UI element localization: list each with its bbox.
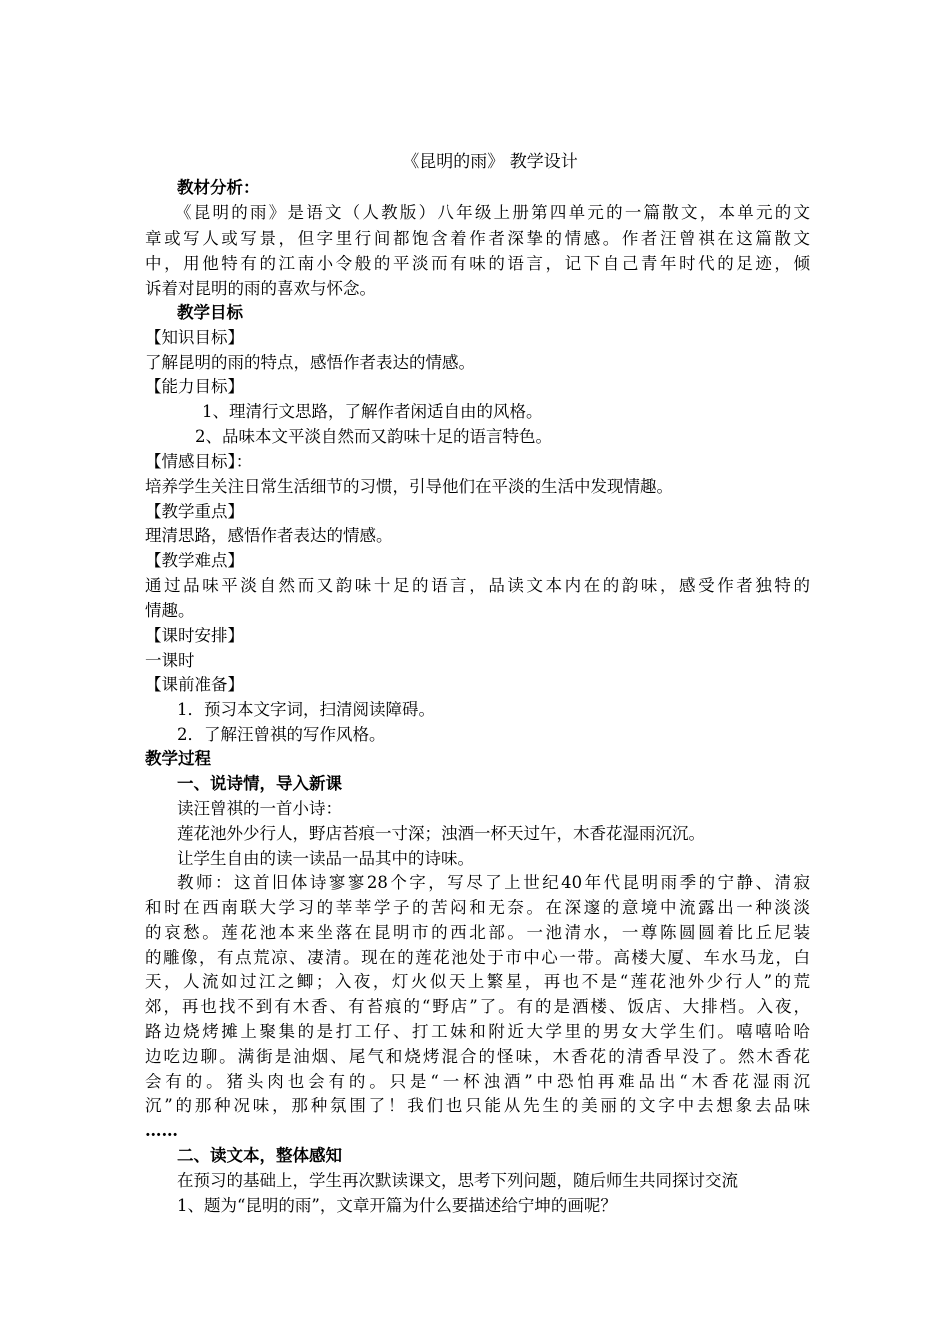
emotion-goal-text: 培养学生关注日常生活细节的习惯，引导他们在平淡的生活中发现情趣。 [145,477,673,496]
analysis-line: 《昆明的雨》是语文（人教版）八年级上册第四单元的一篇散文，本单元的文 [175,203,810,222]
analysis-line: 章或写人或写景，但字里行间都饱含着作者深挚的情感。作者汪曾祺在这篇散文 [145,229,810,248]
teacher-text-line: 教师：这首旧体诗寥寥28个字，写尽了上世纪40年代昆明雨季的宁静、清寂 [177,873,810,892]
ability-goal-item: 2、品味本文平淡自然而又韵味十足的语言特色。 [195,427,552,446]
preparation-label: 【课前准备】 [145,675,244,694]
section2-question: 1、题为“昆明的雨”，文章开篇为什么要描述给宁坤的画呢？ [177,1196,617,1215]
analysis-line: 中，用他特有的江南小令般的平淡而有味的语言，记下自己青年时代的足迹，倾 [145,254,810,273]
analysis-line: 诉着对昆明的雨的喜欢与怀念。 [145,279,376,298]
preparation-item: 1．预习本文字词，扫清阅读障碍。 [177,700,435,719]
difficulty-line: 通过品味平淡自然而又韵味十足的语言，品读文本内在的韵味，感受作者独特的 [145,576,810,595]
poem-line: 莲花池外少行人，野店苔痕一寸深；浊酒一杯天过午，木香花湿雨沉沉。 [177,824,705,843]
teacher-text-line: 天，人流如过江之鲫；入夜，灯火似天上繁星，再也不是“莲花池外少行人”的荒 [145,972,810,991]
teacher-text-line: 的雕像，有点荒凉、凄清。现在的莲花池处于市中心一带。高楼大厦、车水马龙，白 [145,948,810,967]
section2-line: 在预习的基础上，学生再次默读课文，思考下列问题，随后师生共同探讨交流 [177,1171,738,1190]
section2-heading: 二、读文本，整体感知 [177,1146,342,1165]
teacher-text-line: 的哀愁。莲花池本来坐落在昆明市的西北部。一池清水，一尊陈圆圆着比丘尼装 [145,923,810,942]
process-heading: 教学过程 [145,749,211,768]
difficulty-label: 【教学难点】 [145,551,244,570]
emotion-goal-label: 【情感目标】： [145,452,253,471]
preparation-item: 2．了解汪曾祺的写作风格。 [177,725,386,744]
document-title: 《昆明的雨》 教学设计 [402,152,578,172]
teacher-text-line: 和时在西南联大学习的莘莘学子的苦闷和无奈。在深邃的意境中流露出一种淡淡 [145,898,810,917]
section1-line: 读汪曾祺的一首小诗： [177,799,342,818]
knowledge-goal-text: 了解昆明的雨的特点，感悟作者表达的情感。 [145,353,475,372]
section1-heading: 一、说诗情，导入新课 [177,774,342,793]
analysis-heading: 教材分析： [177,178,260,197]
ability-goal-item: 1、理清行文思路，了解作者闲适自由的风格。 [202,402,543,421]
teacher-text-line: 会有的。猪头肉也会有的。只是“一杯浊酒”中恐怕再难品出“木香花湿雨沉 [145,1072,810,1091]
teacher-text-line: 郊，再也找不到有木香、有苔痕的“野店”了。有的是酒楼、饭店、大排档。入夜， [145,997,810,1016]
schedule-label: 【课时安排】 [145,626,244,645]
knowledge-goal-label: 【知识目标】 [145,328,244,347]
teacher-text-line: 路边烧烤摊上聚集的是打工仔、打工妹和附近大学里的男女大学生们。嘻嘻哈哈 [145,1022,810,1041]
schedule-text: 一课时 [145,651,195,670]
key-point-text: 理清思路，感悟作者表达的情感。 [145,526,393,545]
teacher-text-line: 沉”的那种况味，那种氛围了！我们也只能从先生的美丽的文字中去想象去品味 [145,1096,810,1115]
teacher-text-line: …… [145,1121,178,1140]
teacher-text-line: 边吃边聊。满街是油烟、尾气和烧烤混合的怪味，木香花的清香早没了。然木香花 [145,1047,810,1066]
ability-goal-label: 【能力目标】 [145,377,244,396]
difficulty-line: 情趣。 [145,601,195,620]
section1-line: 让学生自由的读一读品一品其中的诗味。 [177,849,474,868]
goals-heading: 教学目标 [177,303,243,322]
key-point-label: 【教学重点】 [145,502,244,521]
